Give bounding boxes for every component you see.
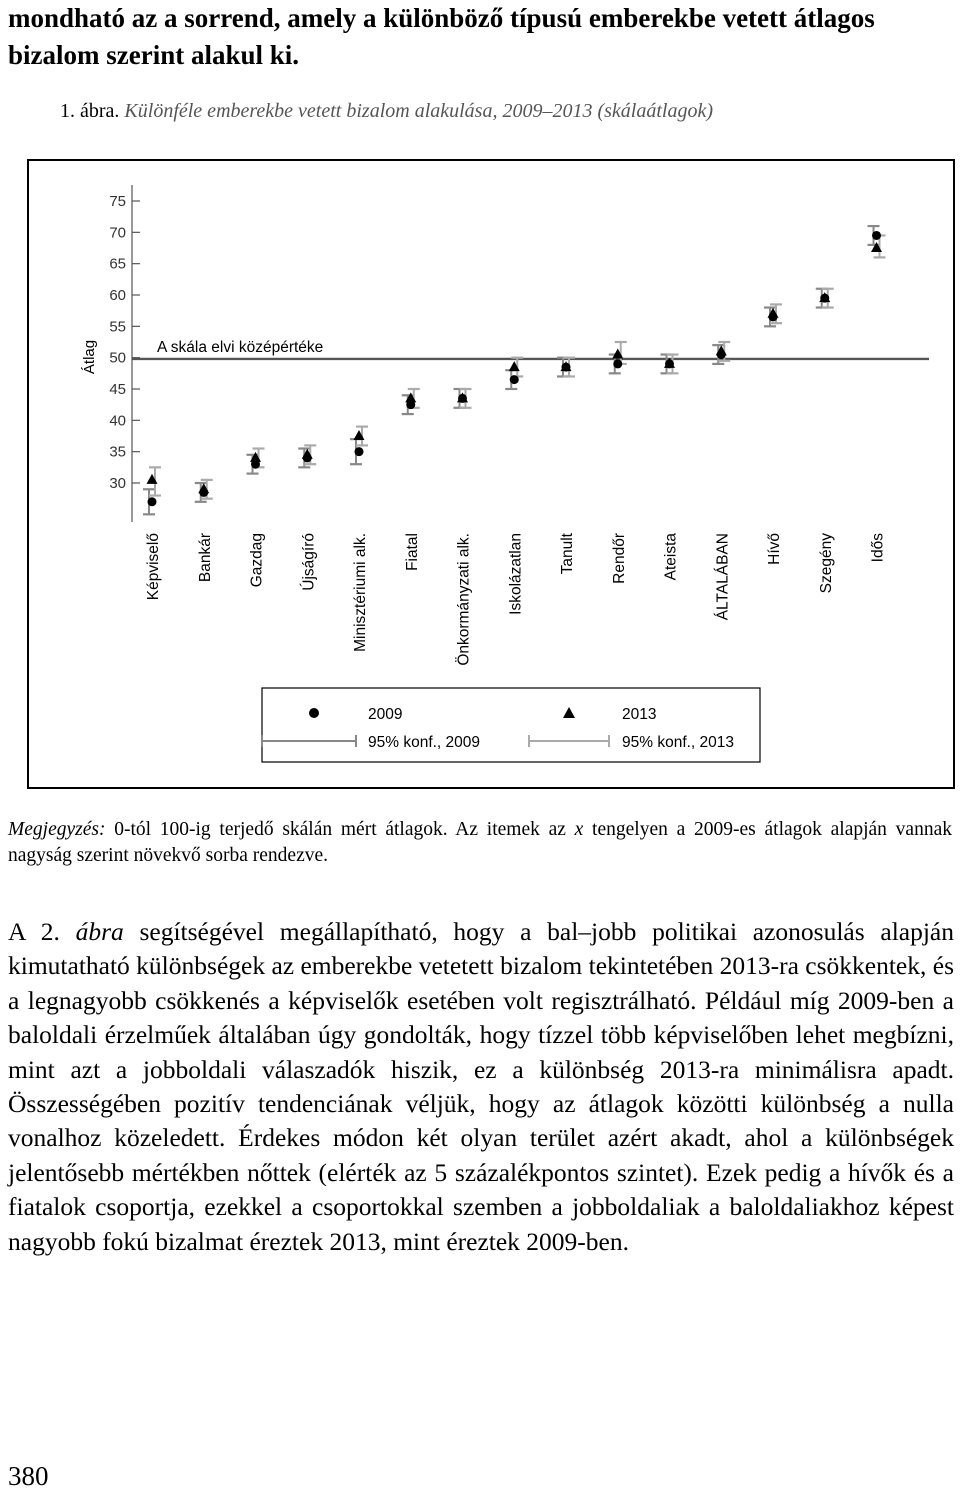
page-number: 380 (8, 1461, 49, 1491)
legend-label-ci-2013: 95% konf., 2013 (622, 734, 735, 751)
point-2009 (355, 447, 364, 456)
y-tick-label: 70 (109, 224, 126, 242)
trust-chart (29, 161, 955, 789)
legend-label-2013: 2013 (622, 706, 657, 723)
category-label: Képviselő (145, 533, 162, 601)
category-label: Önkormányzati alk. (455, 533, 473, 666)
y-tick-label: 30 (109, 475, 126, 492)
category-label: ÁLTALÁBAN (714, 533, 732, 621)
point-2009 (510, 375, 519, 384)
legend-label-ci-2009: 95% konf., 2009 (368, 734, 481, 751)
point-2009 (872, 231, 881, 240)
note-text-2: tengelyen a 2009-es átlagok alapján vannak nagyság szerint növekvő sorba rendezve. (8, 819, 952, 866)
category-label: Minisztériumi alk. (352, 533, 369, 652)
figure-caption (60, 98, 950, 124)
y-axis-title: Átlag (81, 339, 98, 375)
reference-line-label: A skála elvi középértéke (157, 338, 324, 356)
y-tick-label: 45 (109, 381, 126, 398)
category-label: Bankár (196, 533, 214, 583)
y-tick-label: 50 (109, 349, 126, 367)
figure-frame (27, 159, 955, 789)
intro-paragraph: mondható az a sorrend, amely a különböző típusú emberekbe vetett átlagos bizalom szerint alakul ki. (8, 3, 875, 70)
note-label: Megjegyzés: (8, 819, 106, 840)
y-tick-label: 60 (109, 287, 126, 304)
legend-label-2009: 2009 (368, 706, 403, 723)
category-label: Hívő (766, 533, 783, 565)
note-x: x (574, 819, 584, 840)
y-tick-label: 65 (109, 255, 126, 273)
legend-marker-2009 (309, 708, 319, 718)
category-label: Rendőr (610, 533, 628, 584)
category-label: Újságíró (300, 533, 318, 591)
body-abra: ábra (75, 917, 124, 946)
y-tick-label: 75 (109, 193, 126, 210)
data-marks (143, 226, 886, 514)
y-tick-label: 55 (109, 318, 126, 336)
note-text: 0-tól 100-ig terjedő skálán mért átlagok. Az itemek az (105, 819, 575, 840)
category-label: Szegény (817, 533, 835, 594)
category-label: Tanult (559, 533, 576, 575)
point-2009 (613, 359, 622, 368)
caption-label: 1. ábra. (60, 100, 120, 122)
body-p1: A 2. (8, 917, 76, 946)
category-label: Idős (869, 533, 887, 563)
y-axis (109, 193, 140, 492)
point-2009 (148, 497, 157, 506)
category-label: Gazdag (248, 533, 266, 588)
category-label: Ateista (662, 533, 680, 581)
y-tick-label: 40 (109, 412, 126, 430)
figure-note (8, 817, 952, 869)
body-paragraph (8, 915, 954, 1259)
y-tick-label: 35 (109, 443, 126, 461)
body-p1-rest: segítségével megállapítható, hogy a bal–jobb politikai azonosulás alapján kimutatható különbségek az emberekbe vetetett bizalom tekintetében 2013-ra csökkentek, és a legnagyobb csökkenés a képviselők esetében volt regisztrálható. Például míg 2009-ben a baloldali érzelműek általában úgy gondolták, hogy tízzel több képviselőben lehet megbízni, mint azt a jobboldali válaszadók hiszik, ez a különbség 2013-ra minimálisra apadt. Összességében pozitív tendenciának véljük, hogy az átlagok közötti különbség a nulla vonalhoz közeledett. Érdekes módon két olyan terület azért akadt, ahol a különbségek jelentősebb mértékben nőttek (elérték az 5 százalékpontos szintet). Ezek pedig a hívők és a fiatalok csoportja, ezekkel a csoportokkal szemben a jobboldaliak a baloldaliakhoz képest nagyobb fokú bizalmat éreztek 2013, mint éreztek 2009-ben. (8, 917, 954, 1256)
category-label: Iskolázatlan (507, 533, 525, 615)
x-axis-labels (145, 532, 887, 665)
category-label: Fiatal (403, 533, 421, 571)
legend (262, 688, 760, 762)
caption-title: Különféle emberekbe vetett bizalom alakulása, 2009–2013 (skálaátlagok) (124, 100, 713, 122)
